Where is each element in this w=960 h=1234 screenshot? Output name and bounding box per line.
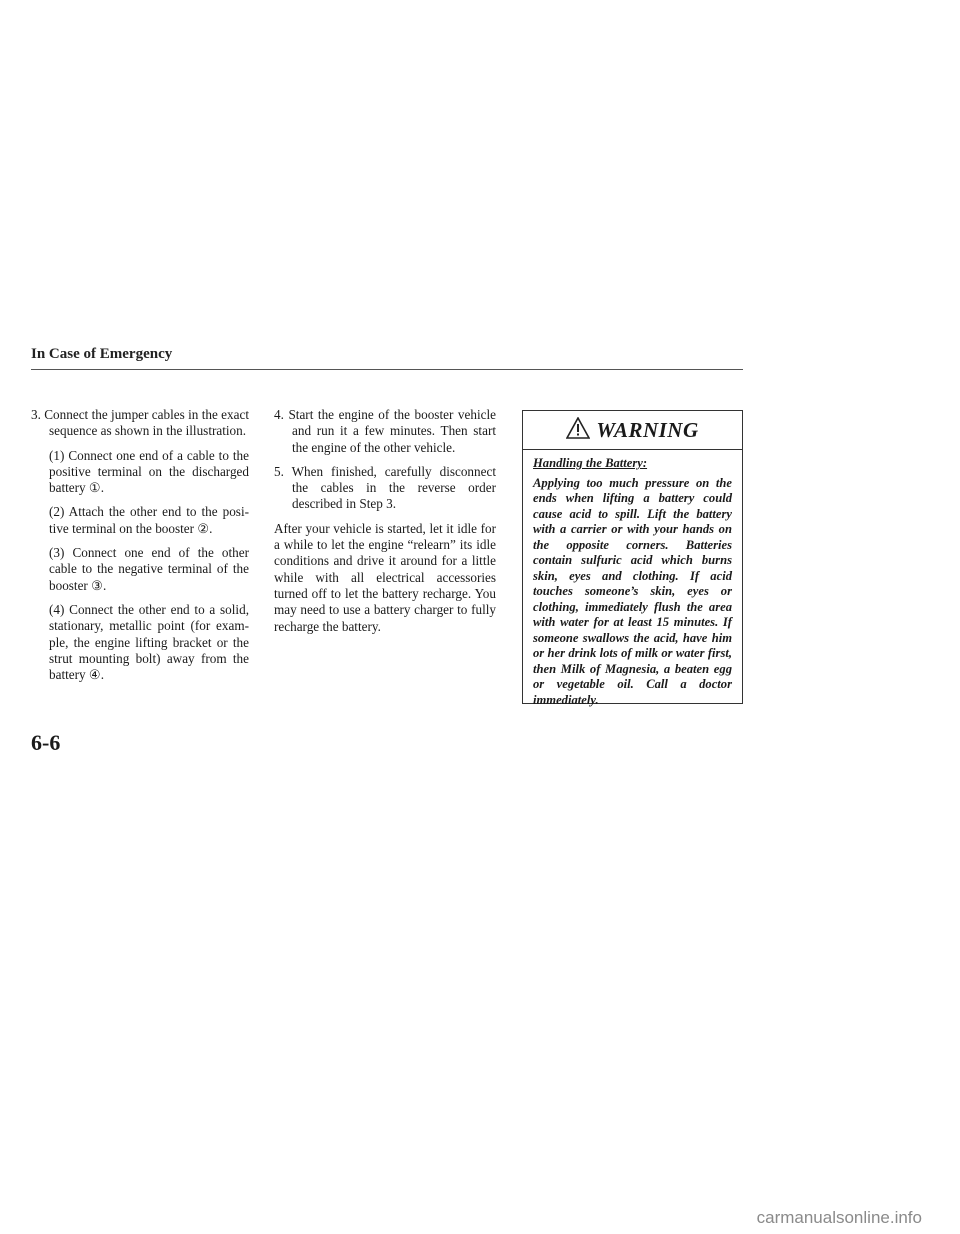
substep-4: (4) Connect the other end to a solid, stationary, metallic point (for exam-ple, the engine lifting bracket or the strut mounting bolt) away from the battery ④.: [49, 601, 249, 683]
step-5: [274, 464, 496, 513]
step-4: [274, 407, 496, 456]
header-divider: [31, 369, 743, 370]
substep-1: (1) Connect one end of a cable to the positive terminal on the discharged battery ①.: [49, 447, 249, 496]
left-column: [31, 407, 249, 691]
warning-text: Applying too much pressure on the ends when lifting a battery could cause acid to spill. Lift the battery with a carrier or with your hands on the opposite corners. Batteries contain sulfuric acid which burns skin, eyes and clothing. If acid touches someone’s skin, eyes or clothing, immediately flush the area with water for at least 15 minutes. If someone swallows the acid, have him or her drink lots of milk or water first, then Milk of Magnesia, a beaten egg or vegetable oil. Call a doctor immediately.: [533, 475, 732, 707]
warning-header: [523, 411, 742, 450]
warning-title: WARNING: [596, 417, 699, 442]
page-number: 6-6: [31, 730, 61, 755]
step-4-number: 4.: [274, 407, 284, 422]
warning-box: [522, 410, 743, 707]
step-3-text: Connect the jumper cables in the exact sequence as shown in the illustration.: [44, 407, 249, 439]
step-3: [31, 407, 249, 440]
substep-3: (3) Connect one end of the other cable to the negative terminal of the booster ③.: [49, 545, 249, 593]
warning-subtitle: Handling the Battery:: [533, 456, 648, 470]
watermark: carmanualsonline.info: [756, 1208, 922, 1227]
step-4-text: Start the engine of the booster vehicle and run it a few minutes. Then start the engine of the other vehicle.: [288, 407, 496, 455]
step-3-number: 3.: [31, 407, 41, 422]
warning-triangle-icon: [566, 417, 590, 444]
substep-2: (2) Attach the other end to the posi-tive terminal on the booster ②.: [49, 504, 249, 536]
after-start-paragraph: After your vehicle is started, let it idle for a while to let the engine “relearn” its idle conditions and drive it around for a little while with all electrical accessories turned off to let the battery recharge. You may need to use a battery charger to fully recharge the battery.: [274, 520, 496, 634]
warning-body: [523, 450, 742, 708]
section-header: In Case of Emergency: [31, 346, 173, 362]
middle-column: [274, 407, 496, 635]
step-5-text: When finished, carefully disconnect the cables in the reverse order described in Step 3.: [291, 463, 496, 512]
step-5-number: 5.: [274, 463, 284, 479]
